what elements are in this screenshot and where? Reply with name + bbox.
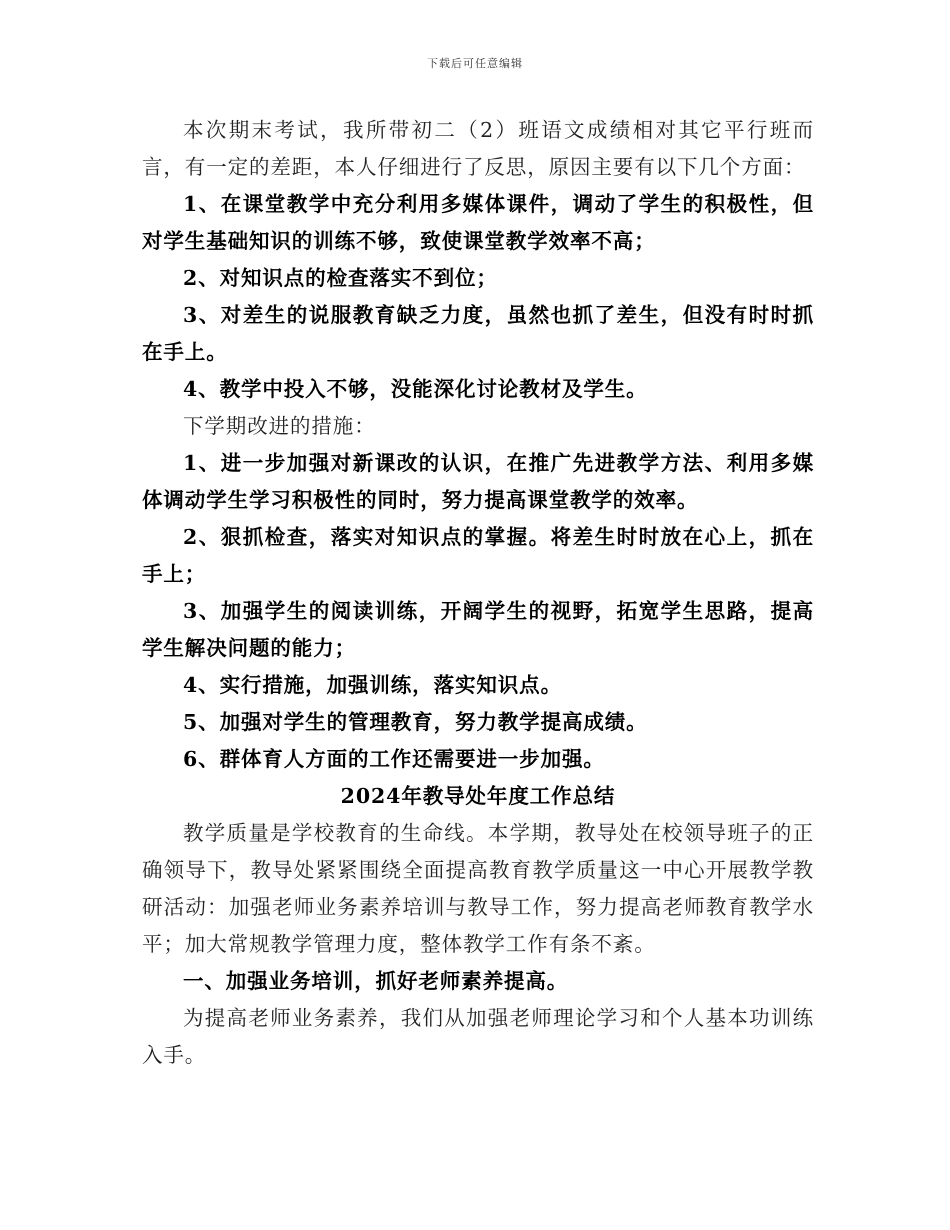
section-heading: 一、加强业务培训，抓好老师素养提高。 [183,969,569,993]
exam-reflection-intro: 本次期末考试，我所带初二（2）班语文成绩相对其它平行班而言，有一定的差距，本人仔细进行了反思，原因主要有以下几个方面： [142,118,814,179]
reason-item: 4、教学中投入不够，没能深化讨论教材及学生。 [183,377,648,401]
measure-item: 5、加强对学生的管理教育，努力教学提高成绩。 [183,710,648,734]
measures-heading: 下学期改进的措施： [183,414,376,438]
summary-title: 2024年教导处年度工作总结 [340,784,616,808]
reason-item: 3、对差生的说服教育缺乏力度，虽然也抓了差生，但没有时时抓在手上。 [142,303,814,364]
measure-item: 3、加强学生的阅读训练，开阔学生的视野，拓宽学生思路，提高学生解决问题的能力； [142,599,814,660]
summary-intro: 教学质量是学校教育的生命线。本学期，教导处在校领导班子的正确领导下，教导处紧紧围绕全面提高教育教学质量这一中心开展教学教研活动：加强老师业务素养培训与教导工作，努力提高老师教育教学水平；加大常规教学管理力度，整体教学工作有条不紊。 [142,821,814,956]
measure-item: 1、进一步加强对新课改的认识，在推广先进教学方法、利用多媒体调动学生学习积极性的同时，努力提高课堂教学的效率。 [142,451,814,512]
document-body [142,112,814,1074]
measure-item: 2、狠抓检查，落实对知识点的掌握。将差生时时放在心上，抓在手上； [142,525,814,586]
measure-item: 4、实行措施，加强训练，落实知识点。 [183,673,562,697]
section-paragraph: 为提高老师业务素养，我们从加强老师理论学习和个人基本功训练入手。 [142,1006,814,1067]
page-header-note: 下载后可任意编辑 [427,57,523,70]
measure-item: 6、群体育人方面的工作还需要进一步加强。 [183,747,605,771]
reason-item: 2、对知识点的检查落实不到位； [183,266,498,290]
reason-item: 1、在课堂教学中充分利用多媒体课件，调动了学生的积极性，但对学生基础知识的训练不够，致使课堂教学效率不高； [142,192,814,253]
